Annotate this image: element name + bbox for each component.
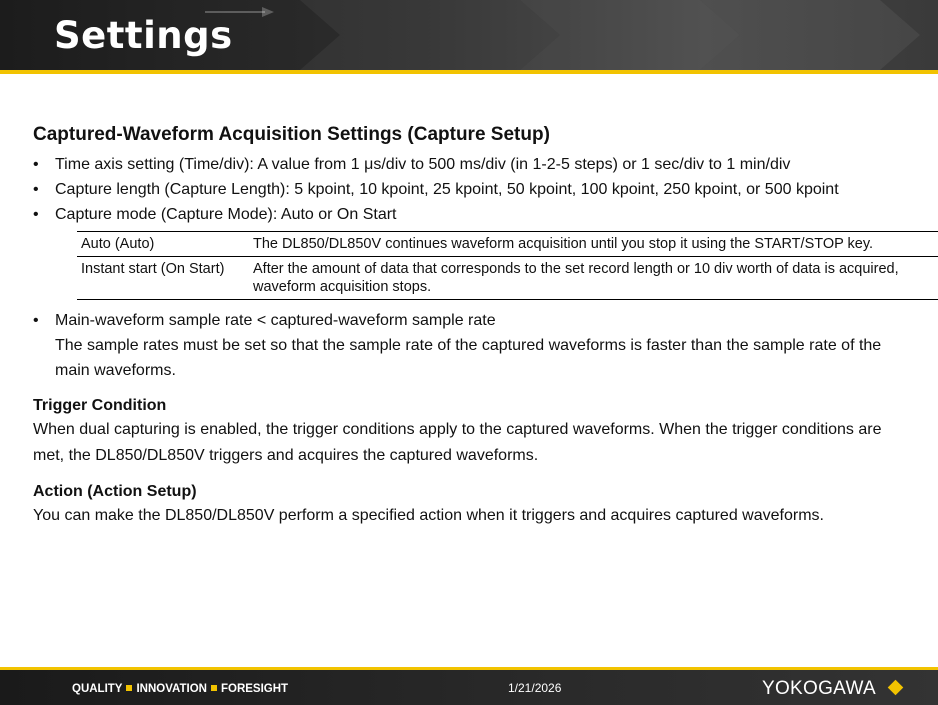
- slide-header: [0, 0, 938, 70]
- diamond-icon: [888, 680, 904, 696]
- bullet-icon: •: [33, 181, 39, 198]
- table-cell-description: After the amount of data that corresponds to the set record length or 10 div worth of data is acquired, waveform acquisition stops.: [253, 261, 899, 295]
- tagline: [72, 683, 288, 695]
- section-heading: Captured-Waveform Acquisition Settings (Capture Setup): [33, 124, 550, 145]
- slide-footer: [0, 670, 938, 705]
- slide-date: 1/21/2026: [508, 681, 562, 695]
- capture-mode-table: [77, 231, 938, 300]
- slide-content: [33, 124, 913, 529]
- bullet-time-axis: [33, 152, 913, 177]
- trigger-text: When dual capturing is enabled, the trigger conditions apply to the captured waveforms. When the trigger conditions are met, the DL850/DL850V triggers and acquires the captured waveforms.: [33, 421, 882, 464]
- bullet-icon: •: [33, 156, 39, 173]
- table-cell-mode: Auto (Auto): [81, 236, 155, 252]
- bullet-text: Time axis setting (Time/div): A value from 1 μs/div to 500 ms/div (in 1-2-5 steps) or 1 sec/div to 1 min/div: [55, 156, 791, 173]
- header-accent-stripe: [0, 70, 938, 74]
- settings-bullet-list: [33, 152, 913, 227]
- bullet-text: Main-waveform sample rate < captured-waveform sample rate: [55, 312, 496, 329]
- table-cell-mode: Instant start (On Start): [81, 261, 225, 277]
- brand-logo: YOKOGAWA: [762, 678, 876, 699]
- bullet-text: Capture mode (Capture Mode): Auto or On Start: [55, 206, 397, 223]
- bullet-capture-length: [33, 177, 913, 202]
- trigger-heading: Trigger Condition: [33, 397, 167, 414]
- tagline-word: FORESIGHT: [220, 683, 289, 695]
- table-cell-description: The DL850/DL850V continues waveform acquisition until you stop it using the START/STOP key.: [253, 236, 874, 252]
- tagline-word: QUALITY: [72, 683, 123, 695]
- sample-rate-note: The sample rates must be set so that the sample rate of the captured waveforms is faster than the sample rate of the main waveforms.: [55, 337, 882, 379]
- action-heading: Action (Action Setup): [33, 483, 197, 500]
- table-row: [77, 232, 938, 257]
- page-title: Settings: [54, 14, 233, 57]
- square-icon: [126, 685, 132, 691]
- bullet-capture-mode: [33, 202, 913, 227]
- tagline-word: INNOVATION: [136, 683, 207, 695]
- bullet-icon: •: [33, 206, 39, 223]
- square-icon: [211, 685, 217, 691]
- sample-rate-bullet-list: [33, 308, 913, 333]
- bullet-text: Capture length (Capture Length): 5 kpoint, 10 kpoint, 25 kpoint, 50 kpoint, 100 kpoint, 250 kpoint, or 500 kpoint: [55, 181, 839, 198]
- bullet-sample-rate: [33, 308, 913, 333]
- table-row: [77, 257, 938, 300]
- bullet-icon: •: [33, 312, 39, 329]
- action-text: You can make the DL850/DL850V perform a specified action when it triggers and acquires captured waveforms.: [33, 507, 824, 524]
